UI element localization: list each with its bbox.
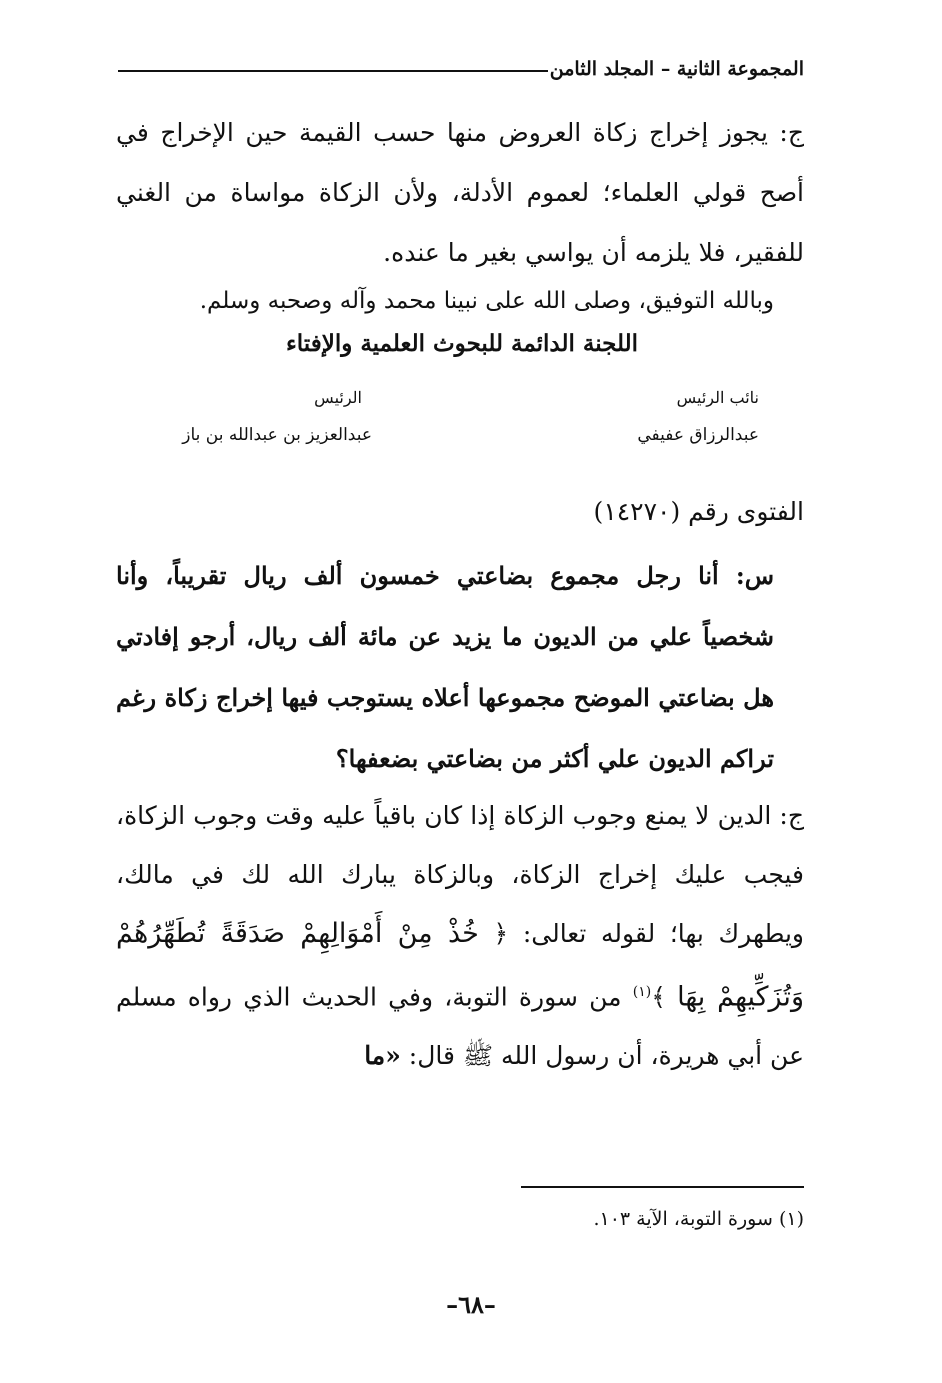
closing-line: وبالله التوفيق، وصلى الله على نبينا محمد وآله وصحبه وسلم. bbox=[199, 288, 774, 314]
page-number: –٦٨– bbox=[446, 1290, 496, 1319]
chair-name: عبدالعزيز بن عبدالله بن باز bbox=[182, 425, 372, 445]
chair-title: الرئيس bbox=[314, 388, 362, 407]
ayah-close-bracket: ﴾ bbox=[651, 982, 666, 1012]
running-header: المجموعة الثانية – المجلد الثامن bbox=[549, 58, 804, 80]
answer-continuation: من سورة التوبة، وفي الحديث الذي رواه مسلم عن أبي هريرة، أن رسول الله ﷺ قال: bbox=[116, 982, 804, 1071]
committee-name: اللجنة الدائمة للبحوث العلمية والإفتاء bbox=[285, 330, 639, 357]
footnote-rule bbox=[521, 1186, 804, 1188]
answer-intro: ج: الدين لا يمنع وجوب الزكاة إذا كان باقياً عليه وقت وجوب الزكاة، فيجب عليك إخراج الزكاة، وبالزكاة يبارك الله لك في مالك، ويطهرك بها؛ لقوله تعالى: bbox=[116, 801, 805, 948]
header-rule bbox=[118, 70, 548, 72]
deputy-name: عبدالرزاق عفيفي bbox=[637, 425, 759, 445]
answer-paragraph-2 bbox=[116, 786, 804, 1085]
ayah-open-bracket: ﴿ bbox=[493, 919, 509, 948]
deputy-title: نائب الرئيس bbox=[676, 388, 759, 407]
footnote-marker: (١) bbox=[632, 984, 652, 1000]
fatwa-number: الفتوى رقم (١٤٢٧٠) bbox=[593, 497, 804, 526]
hadith-start: «ما bbox=[364, 1041, 401, 1071]
answer-paragraph-1: ج: يجوز إخراج زكاة العروض منها حسب القيمة حين الإخراج في أصح قولي العلماء؛ لعموم الأدلة، ولأن الزكاة مواساة من الغني للفقير، فلا يلزمه أن يواسي بغير ما عنده. bbox=[116, 118, 804, 267]
question-paragraph: س: أنا رجل مجموع بضاعتي خمسون ألف ريال تقريباً، وأنا شخصياً علي من الديون ما يزيد عن مائة ألف ريال، أرجو إفادتي هل بضاعتي الموضح مجموعها أعلاه يستوجب فيها إخراج زكاة رغم تراكم الديون علي أكثر من بضاعتي بضعفها؟ bbox=[116, 561, 774, 773]
quran-verse: خُذْ مِنْ أَمْوَالِهِمْ صَدَقَةً تُطَهِّرُهُمْ وَتُزَكِّيهِمْ بِهَا bbox=[116, 918, 804, 1013]
footnote: (١) سورة التوبة، الآية ١٠٣. bbox=[593, 1208, 804, 1230]
